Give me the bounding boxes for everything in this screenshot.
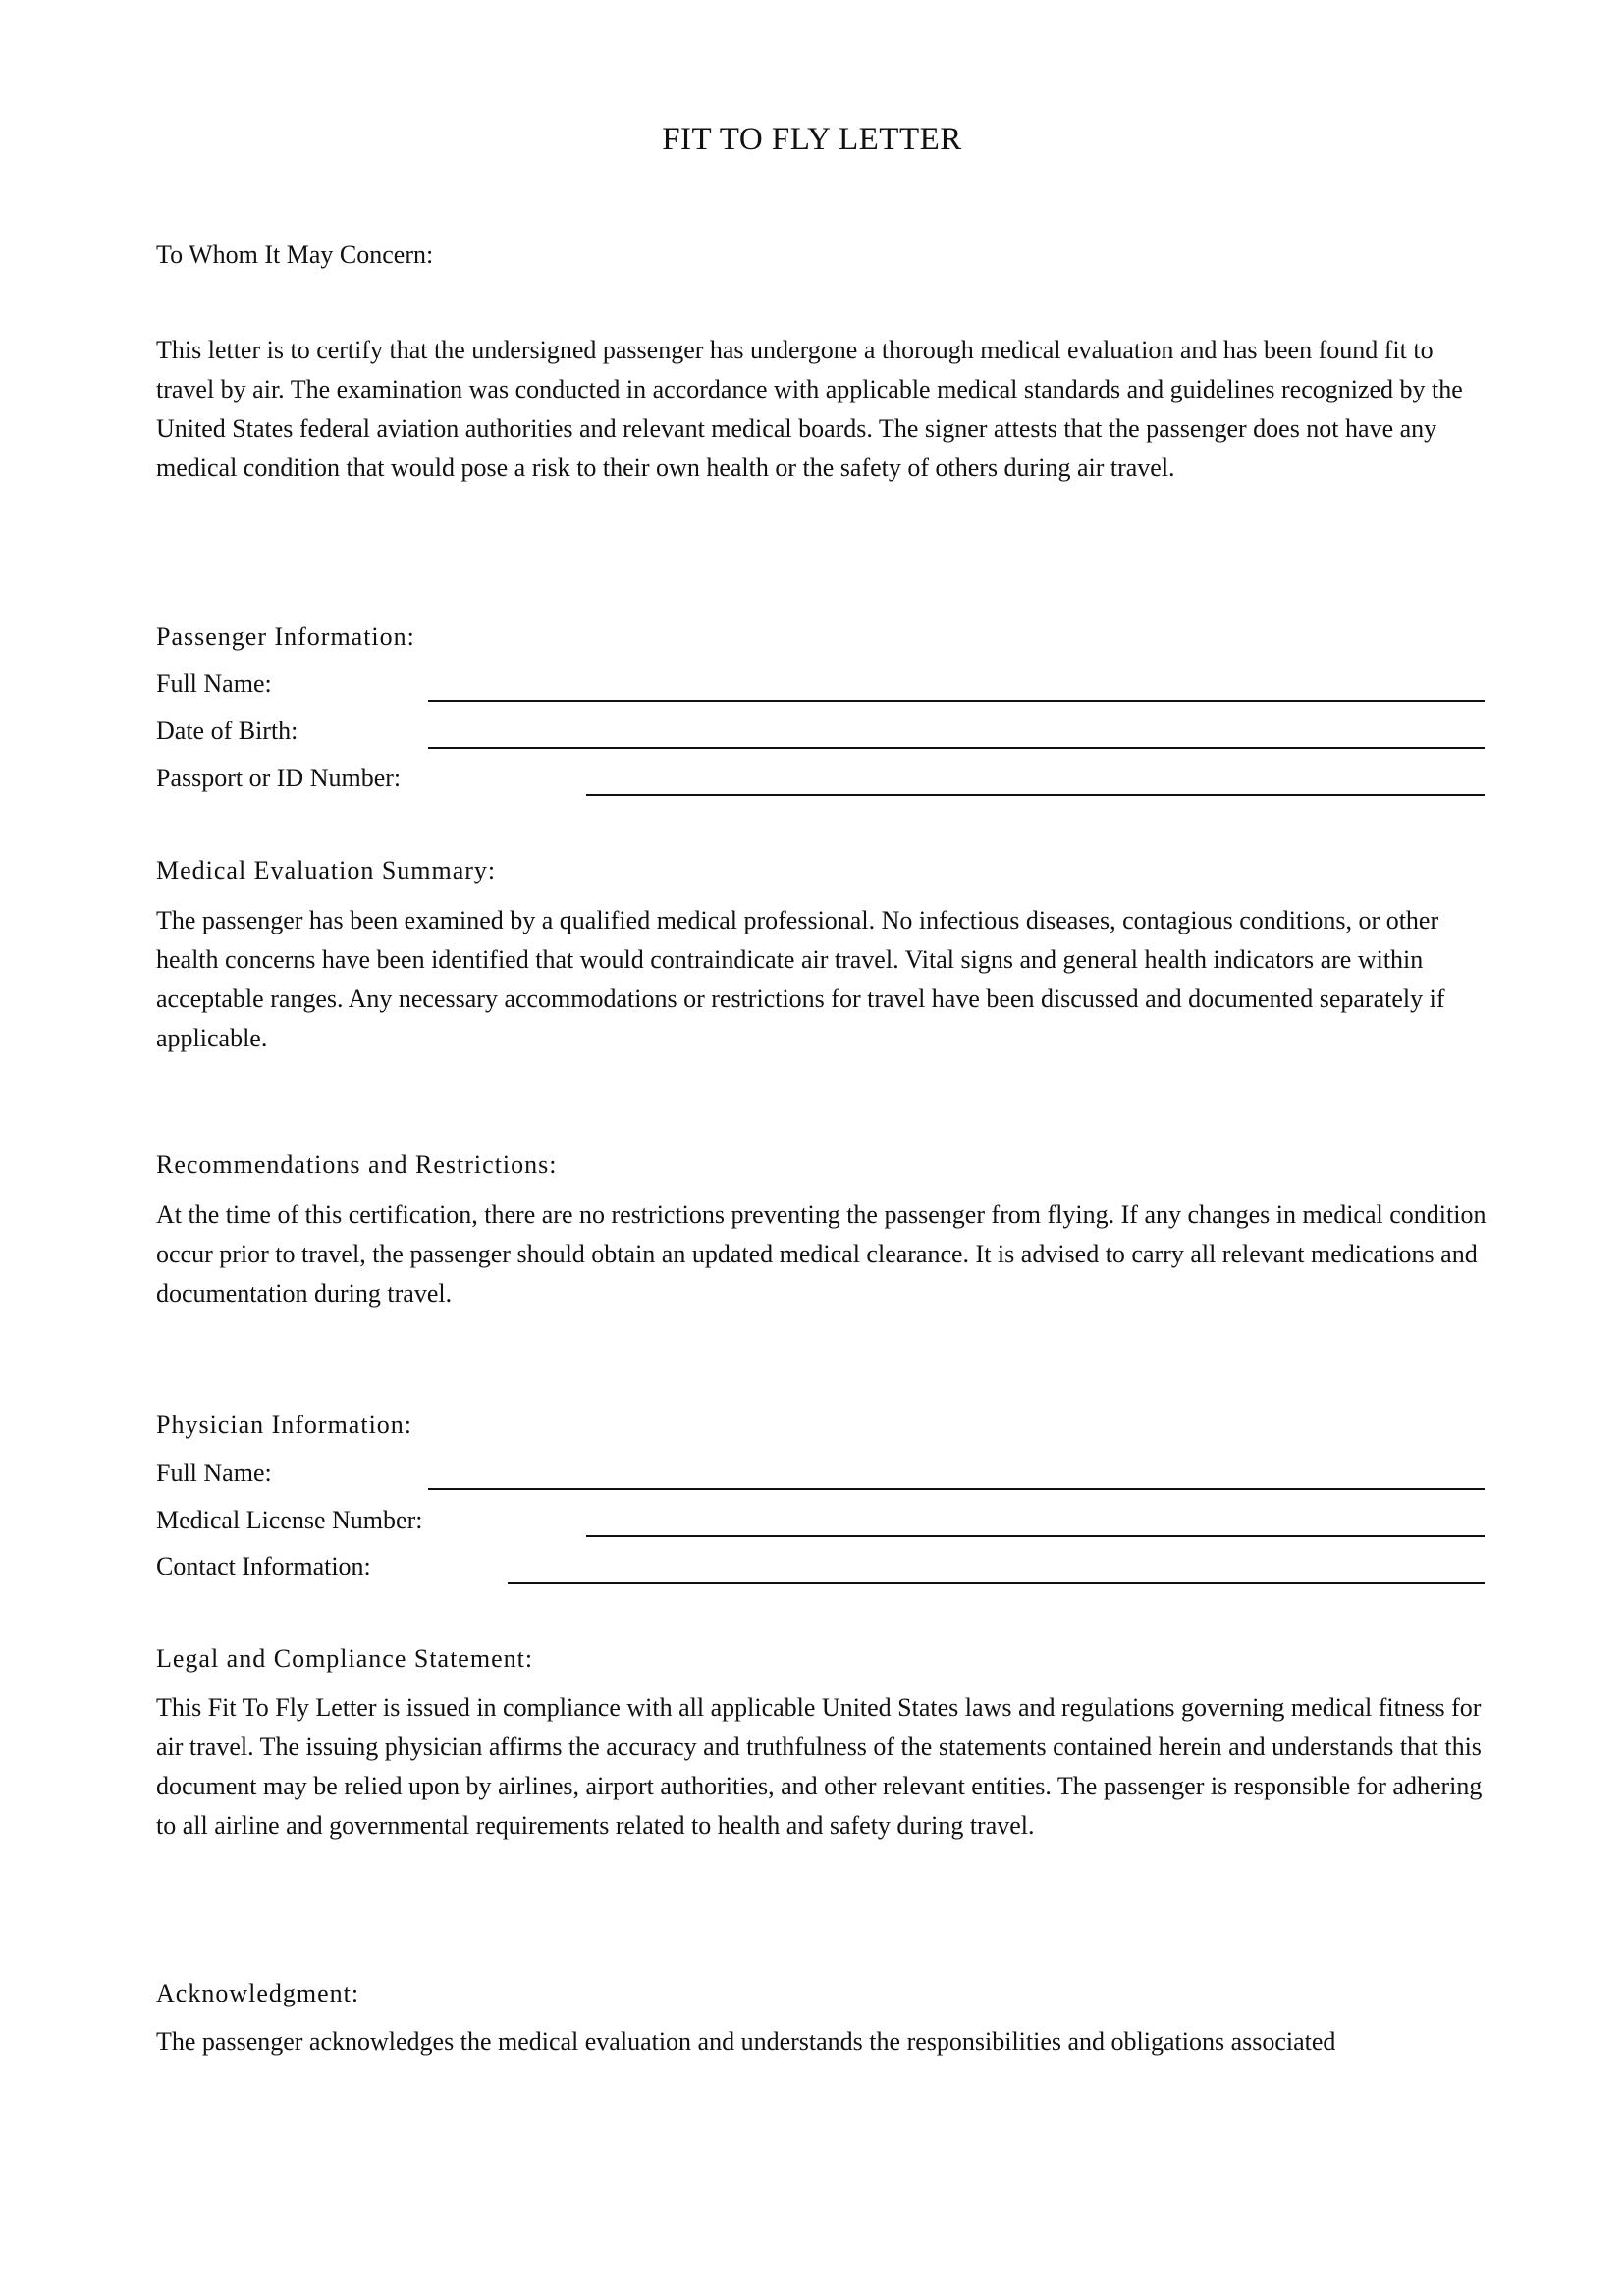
acknowledgment-heading: Acknowledgment: [156,1979,360,2007]
medical-summary-heading: Medical Evaluation Summary: [156,856,497,884]
physician-full-name-label: Full Name: [156,1459,272,1487]
physician-contact-label: Contact Information: [156,1552,371,1580]
intro-paragraph: This letter is to certify that the undersigned passenger has undergone a thorough medical evaluation and has been found fit to travel by air. The examination was conducted in accordance with applicable medical standards and guidelines recognized by the United States federal aviation authorities and relevant medical boards. The signer attests that the passenger does not have any medical condition that would pose a risk to their own health or the safety of others during air travel. [156,336,1463,482]
physician-full-name-line[interactable] [428,1488,1485,1490]
salutation: To Whom It May Concern: [156,240,434,269]
passenger-info-heading: Passenger Information: [156,622,415,651]
passenger-passport-label: Passport or ID Number: [156,764,402,792]
passenger-dob-line[interactable] [428,747,1485,749]
physician-info-heading: Physician Information: [156,1411,413,1439]
medical-summary-paragraph: The passenger has been examined by a qualified medical professional. No infectious diseases, contagious conditions, or other health concerns have been identified that would contraindicate air travel. Vital signs and general health indicators are within acceptable ranges. Any necessary accommodations or restrictions for travel have been discussed and documented separately if applicable. [156,906,1445,1052]
recommendations-heading: Recommendations and Restrictions: [156,1150,558,1179]
passenger-full-name-line[interactable] [428,700,1485,702]
physician-license-line[interactable] [586,1535,1485,1537]
passenger-passport-line[interactable] [586,794,1485,796]
passenger-dob-label: Date of Birth: [156,717,298,745]
recommendations-paragraph: At the time of this certification, there are no restrictions preventing the passenger from flying. If any changes in medical condition occur prior to travel, the passenger should obtain an updated medical clearance. It is advised to carry all relevant medications and documentation during travel. [156,1201,1487,1308]
legal-paragraph: This Fit To Fly Letter is issued in compliance with all applicable United States laws and regulations governing medical fitness for air travel. The issuing physician affirms the accuracy and truthfulness of the statements contained herein and understands that this document may be relied upon by airlines, airport authorities, and other relevant entities. The passenger is responsible for adhering to all airline and governmental requirements related to health and safety during travel. [156,1693,1483,1840]
document-title: FIT TO FLY LETTER [662,122,962,157]
passenger-full-name-label: Full Name: [156,669,272,698]
acknowledgment-paragraph: The passenger acknowledges the medical evaluation and understands the responsibilities and obligations associated [156,2027,1336,2056]
physician-contact-line[interactable] [508,1582,1485,1584]
physician-license-label: Medical License Number: [156,1506,423,1534]
legal-heading: Legal and Compliance Statement: [156,1644,534,1673]
